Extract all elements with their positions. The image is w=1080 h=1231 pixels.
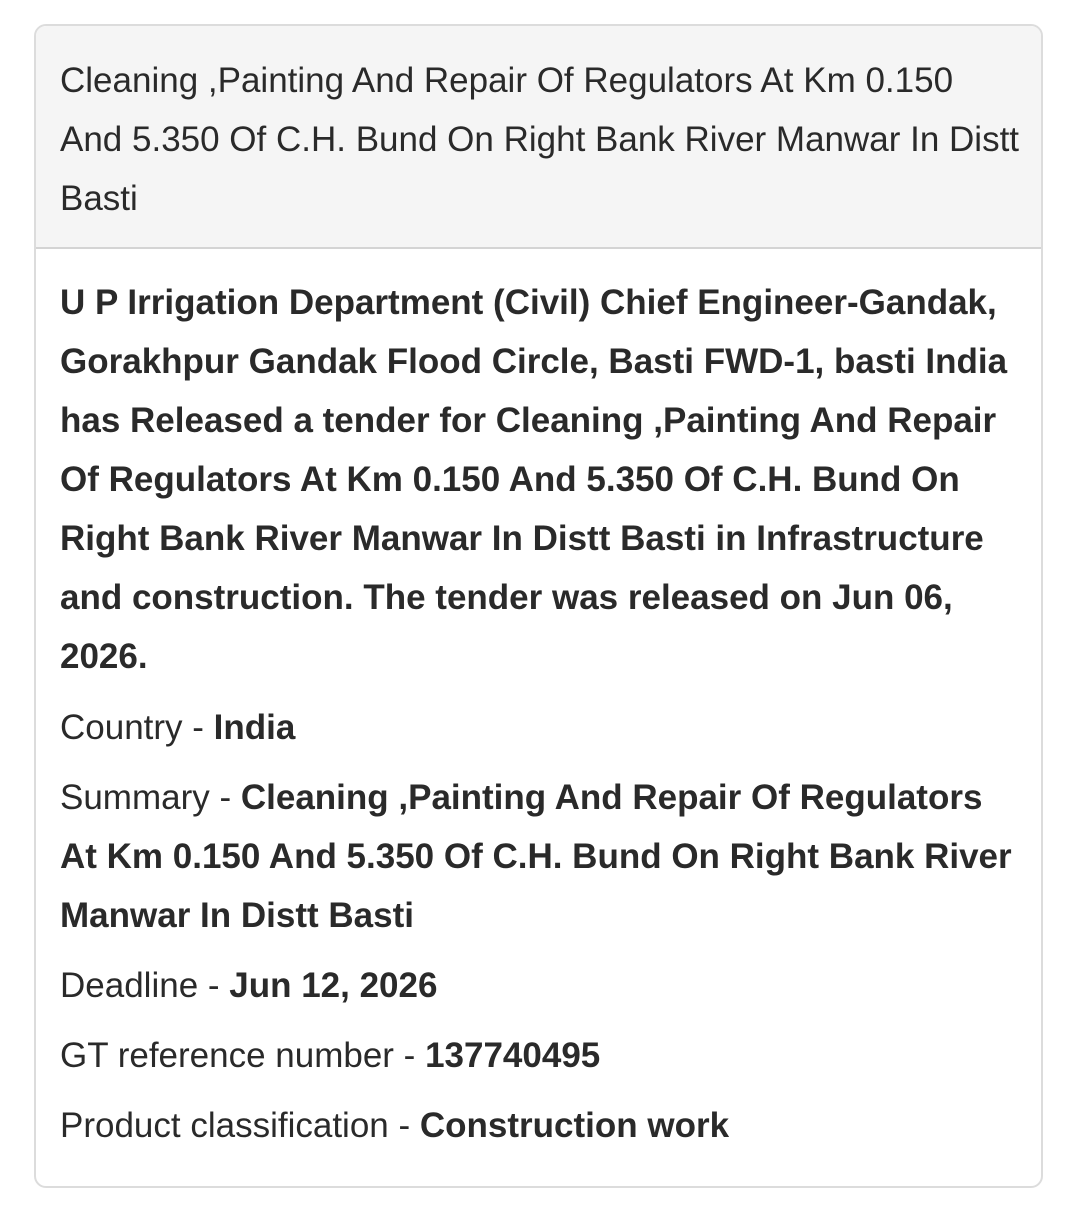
product-classification-row [60, 1096, 1021, 1155]
country-label: Country - [60, 708, 214, 747]
description-middle: in Infrastructure and construction. The tender was released on Jun 06, 2026. [60, 519, 984, 676]
summary-value: Cleaning ,Painting And Repair Of Regulators At Km 0.150 And 5.350 Of C.H. Bund On Right Bank River Manwar In Distt Basti [60, 778, 1012, 935]
tender-title: Cleaning ,Painting And Repair Of Regulators At Km 0.150 And 5.350 Of C.H. Bund On Right Bank River Manwar In Distt Basti [60, 61, 1020, 218]
product-classification-value: Construction work [419, 1106, 730, 1145]
summary-label: Summary - [60, 778, 241, 817]
gt-reference-label: GT reference number - [60, 1036, 426, 1075]
deadline-row [60, 956, 1021, 1015]
gt-reference-row [60, 1026, 1021, 1085]
product-classification-label: Product classification - [60, 1106, 420, 1145]
summary-row [60, 768, 1021, 945]
deadline-value: Jun 12, 2026 [229, 966, 438, 1005]
country-row [60, 698, 1021, 757]
description-intro: U P Irrigation Department (Civil) Chief Engineer-Gandak, Gorakhpur Gandak Flood Circle, Basti FWD-1, basti India has Released a tender for [60, 283, 1008, 440]
gt-reference-value: 137740495 [425, 1036, 601, 1075]
tender-card [34, 24, 1043, 1188]
tender-card-body [36, 249, 1041, 1155]
country-value: India [213, 708, 296, 747]
description-tender-title: Cleaning ,Painting And Repair Of Regulators At Km 0.150 And 5.350 Of C.H. Bund On Right Bank River Manwar In Distt Basti [60, 401, 997, 558]
tender-card-header [36, 26, 1041, 249]
tender-description [60, 273, 1021, 686]
deadline-label: Deadline - [60, 966, 230, 1005]
